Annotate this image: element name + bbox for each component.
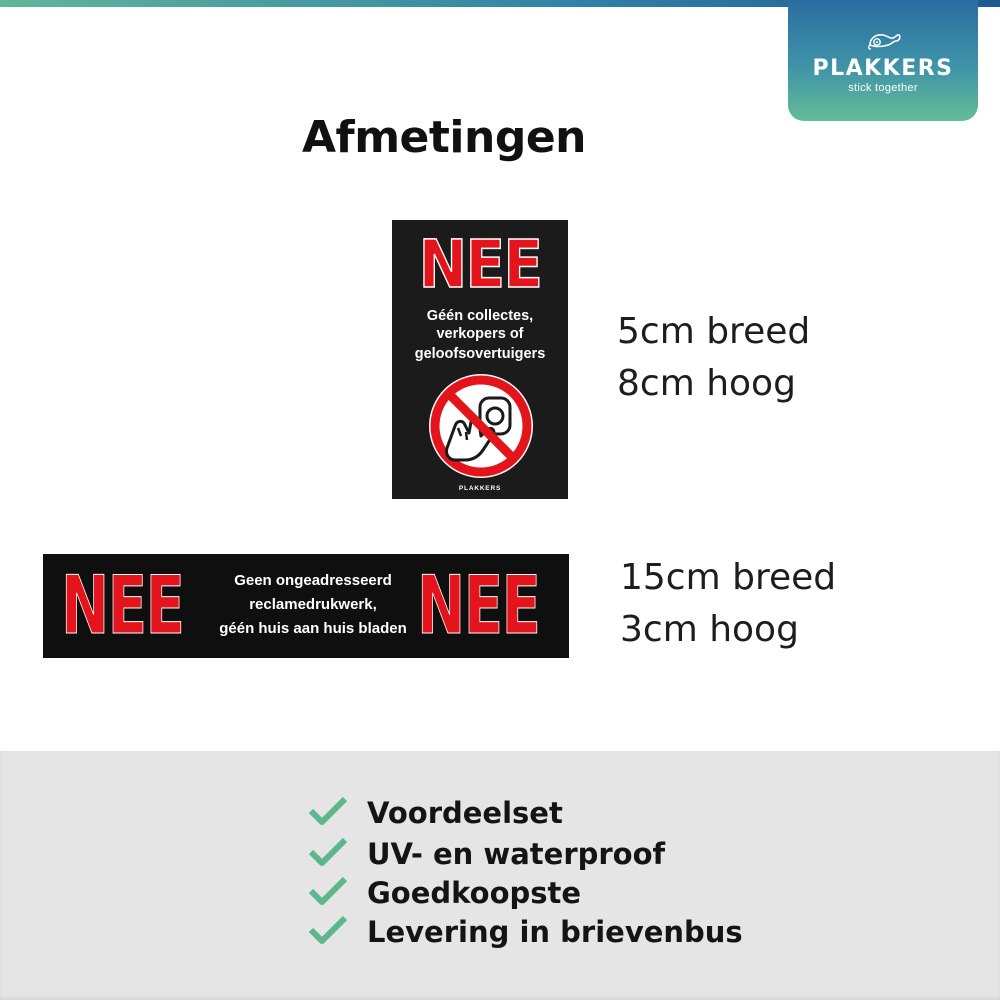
height-text: 3cm hoog bbox=[620, 609, 799, 650]
sticker-line: Geen ongeadresseerd bbox=[234, 572, 392, 589]
no-doorbell-icon bbox=[425, 370, 537, 482]
brand-name: PLAKKERS bbox=[812, 56, 954, 81]
feature-label: Voordeelset bbox=[367, 796, 563, 830]
dimensions-sticker-1 bbox=[617, 306, 810, 410]
check-icon bbox=[308, 915, 348, 945]
sticker-headline-left: NEE bbox=[61, 559, 184, 652]
width-text: 15cm breed bbox=[620, 557, 837, 598]
height-text: 8cm hoog bbox=[617, 363, 796, 404]
feature-label: Levering in brievenbus bbox=[367, 915, 743, 949]
check-icon bbox=[308, 837, 348, 867]
sticker-line: verkopers of bbox=[436, 326, 524, 342]
chameleon-logo-icon bbox=[866, 30, 902, 50]
brand-tagline: stick together bbox=[848, 82, 918, 94]
brand-logo[interactable] bbox=[788, 0, 978, 121]
sticker-doorbell-image bbox=[392, 220, 568, 499]
dimensions-sticker-2 bbox=[620, 552, 836, 656]
sticker-brand-mark: PLAKKERS bbox=[458, 485, 502, 492]
sticker-headline-right: NEE bbox=[417, 559, 540, 652]
feature-label: UV- en waterproof bbox=[367, 837, 666, 871]
feature-label: Goedkoopste bbox=[367, 876, 582, 910]
page-title: Afmetingen bbox=[302, 112, 586, 163]
sticker-line: reclamedrukwerk, bbox=[249, 596, 377, 613]
check-icon bbox=[308, 796, 348, 826]
sticker-line: géén huis aan huis bladen bbox=[219, 620, 407, 637]
check-icon bbox=[308, 876, 348, 906]
sticker-line: geloofsovertuigers bbox=[414, 346, 546, 362]
sticker-line: Géén collectes, bbox=[426, 308, 534, 324]
width-text: 5cm breed bbox=[617, 311, 811, 352]
sticker-mailbox-image bbox=[43, 554, 569, 658]
sticker-headline: NEE bbox=[418, 226, 542, 303]
